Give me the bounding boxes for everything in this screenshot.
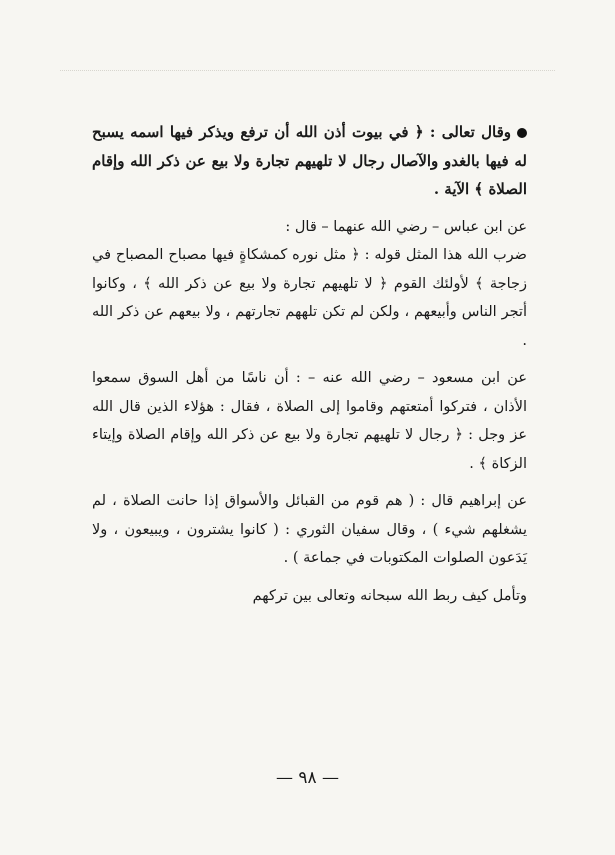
paragraph-3 [92,241,527,355]
paragraph-5 [92,487,527,573]
paragraph-4 [92,364,527,478]
paragraph-6-text: وتأمل كيف ربط الله سبحانه وتعالى بين تركهم [252,587,527,604]
text-body [92,118,527,610]
paragraph-5-text: عن إبراهيم قال : ( هم قوم من القبائل والأسواق إذا حانت الصلاة ، لم يشغلهم شيء ) ، وقال سفيان الثوري : ( كانوا يشترون ، ويبيعون ، ولا يَدَعون الصلوات المكتوبات في جماعة ) . [92,493,527,566]
bullet-icon [517,128,527,138]
paragraph-2 [92,213,527,242]
paragraph-4-text: عن ابن مسعود – رضي الله عنه – : أن ناسًا من أهل السوق سمعوا الأذان ، فتركوا أمتعتهم وقاموا إلى الصلاة ، فقال : هؤلاء الذين قال الله عز وجل : ﴿ رجال لا تلهيهم تجارة ولا بيع عن ذكر الله وإقام الصلاة وإيتاء الزكاة ﴾ . [92,370,527,472]
paragraph-1 [92,118,527,204]
page-number: — ٩٨ — [275,768,340,788]
top-divider [60,70,555,71]
paragraph-2-text: عن ابن عباس – رضي الله عنهما – قال : [285,218,527,235]
paragraph-6 [92,582,527,611]
paragraph-1-text: وقال تعالى : ﴿ في بيوت أذن الله أن ترفع ويذكر فيها اسمه يسبح له فيها بالغدو والآصال رجال لا تلهيهم تجارة ولا بيع عن ذكر الله وإقام الصلاة ﴾ الآية . [92,123,527,198]
paragraph-3-text: ضرب الله هذا المثل قوله : ﴿ مثل نوره كمشكاةٍ فيها مصباح المصباح في زجاجة ﴾ لأولئك القوم ﴿ لا تلهيهم تجارة ولا بيع عن ذكر الله ﴾ ، وكانوا أتجر الناس وأبيعهم ، ولكن لم تكن تلههم تجارتهم ، ولا بيعهم عن ذكر الله . [92,247,527,349]
